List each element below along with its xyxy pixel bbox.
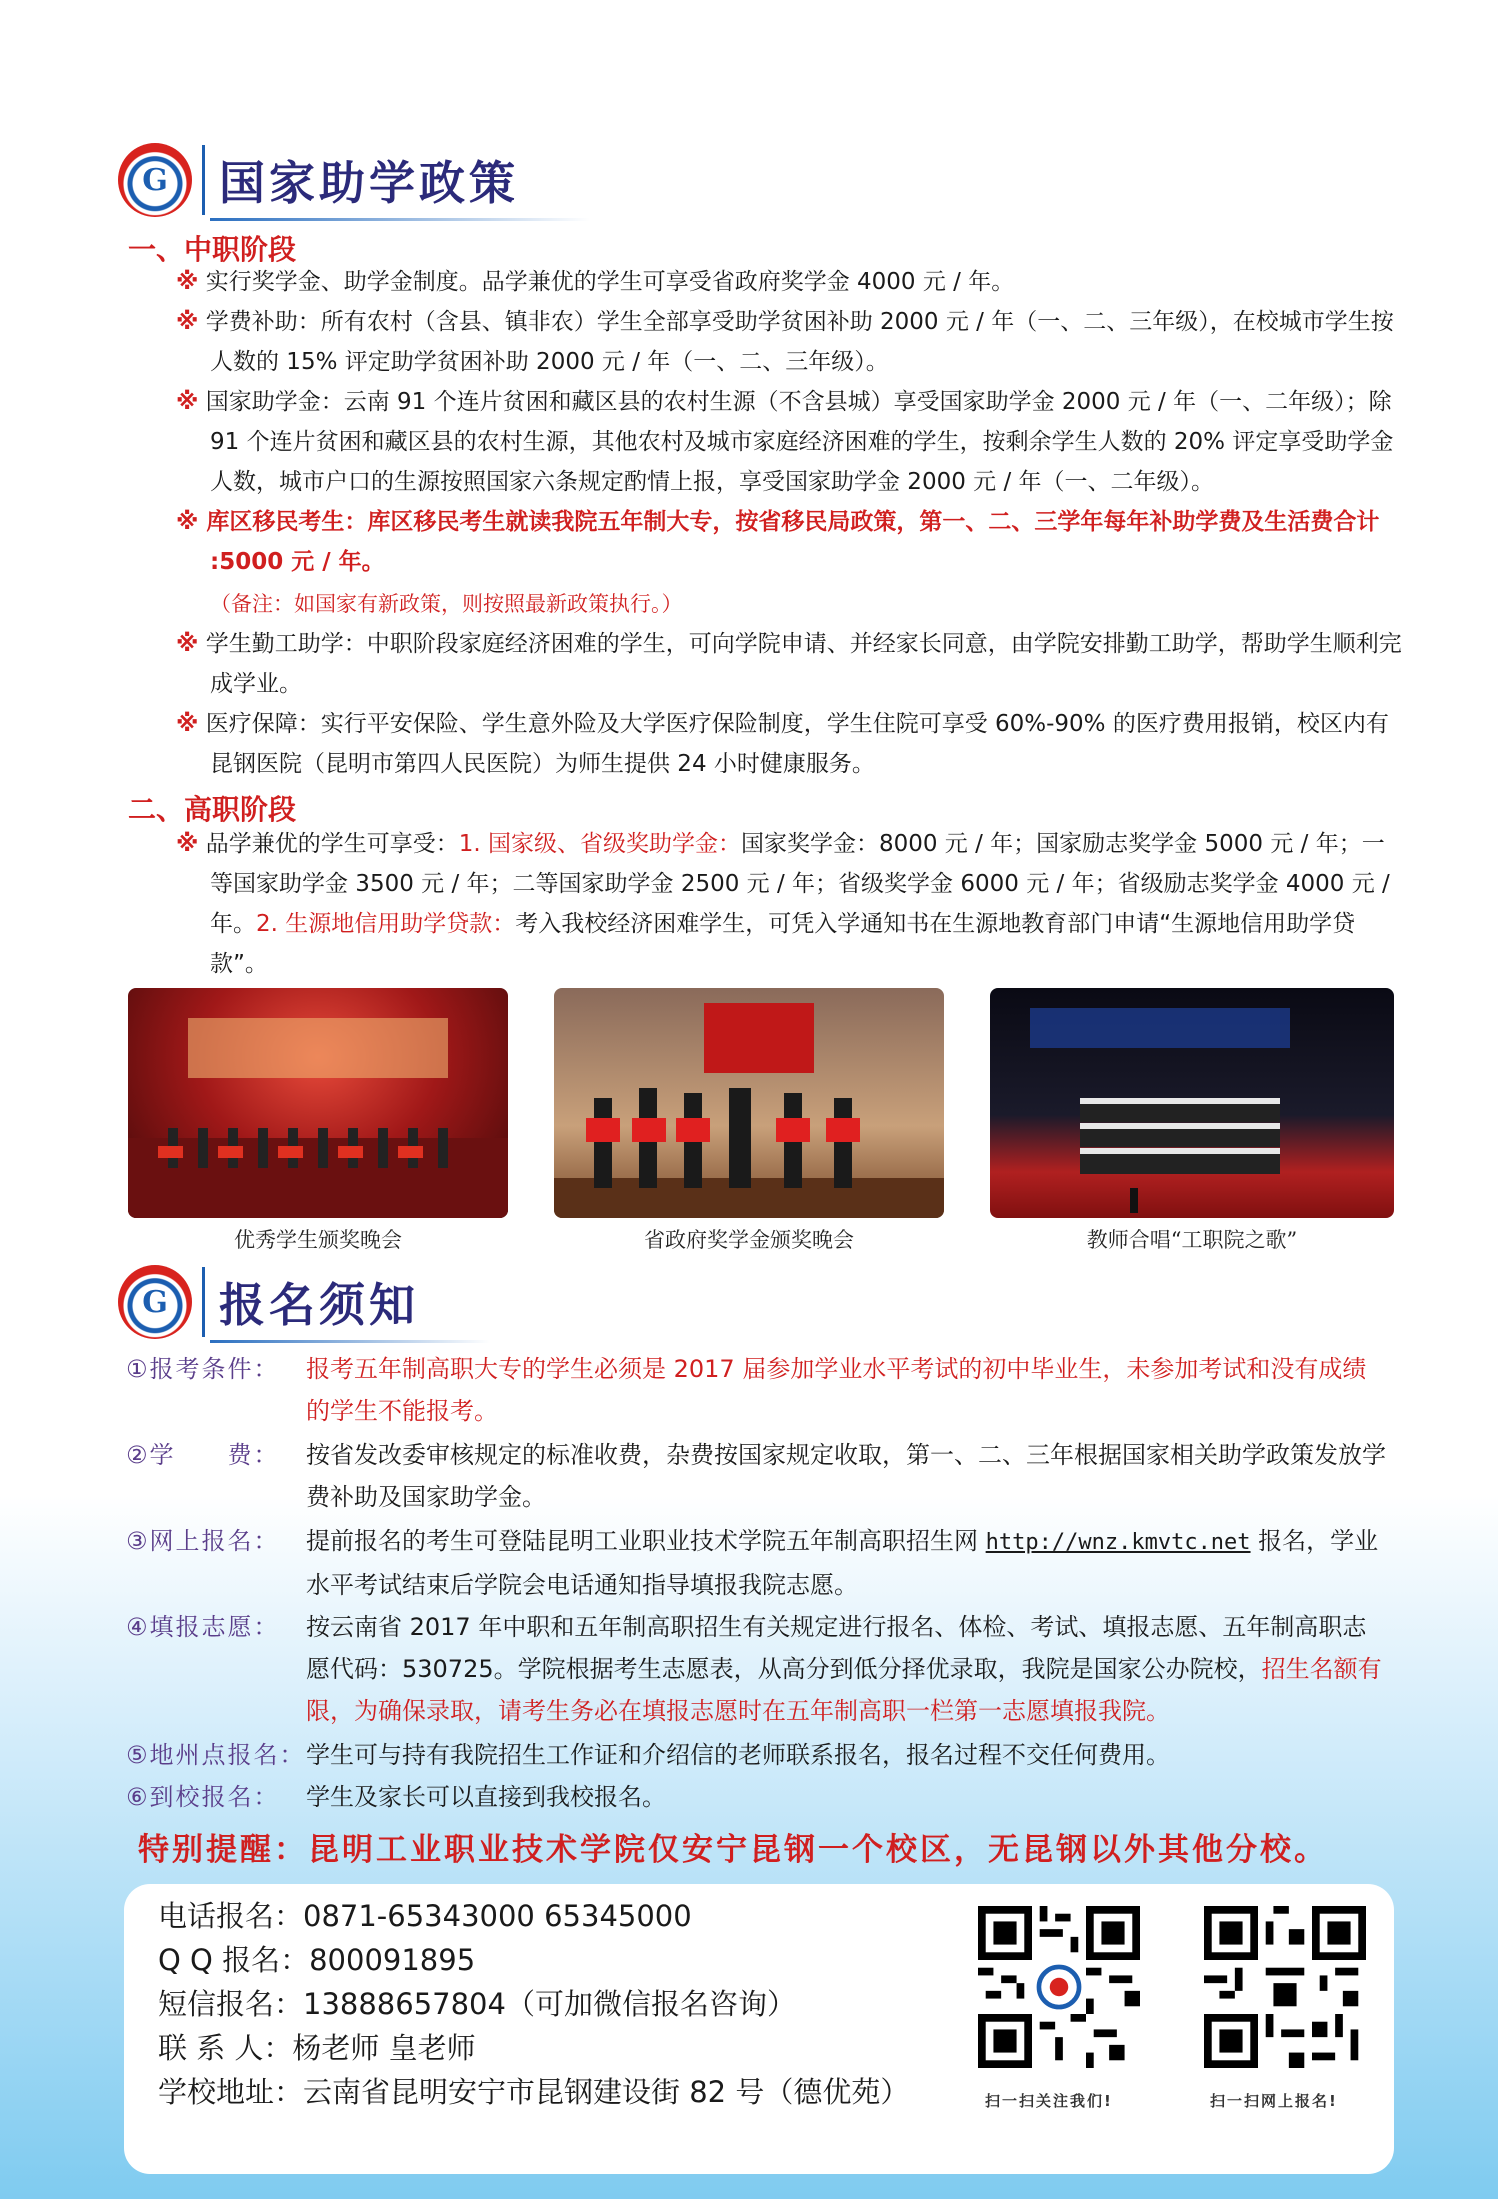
contact-address: 学校地址：云南省昆明安宁市昆钢建设街 82 号（德优苑） [158,2075,910,2109]
higher-heading: 二、高职阶段 [128,793,297,826]
photo-scholarship-gala-caption: 省政府奖学金颁奖晚会 [644,1228,854,1252]
contact-phone: 电话报名：0871-65343000 65345000 [158,1899,692,1933]
reg-local-text: 学生可与持有我院招生工作证和介绍信的老师联系报名，报名过程不交任何费用。 [306,1741,1170,1769]
qr-code-register-icon[interactable] [1204,1906,1366,2068]
vocational-item-4 [176,502,1406,582]
higher-item-1-text-b: 1. 国家级、省级奖助学金： [458,831,741,857]
vocational-heading: 一、中职阶段 [128,233,297,266]
higher-item-1-text-d: 2. 生源地信用助学贷款： [256,911,516,937]
reg-eligibility-text: 报考五年制高职大专的学生必须是 2017 届参加学业水平考试的初中毕业生，未参加考试和没有成绩的学生不能报考。 [306,1355,1367,1425]
reg-eligibility [126,1348,1386,1432]
photo-teacher-choir [990,988,1394,1218]
qr-code-follow-icon[interactable] [978,1906,1140,2068]
reg-onsite-label: ⑥到校报名： [126,1783,280,1811]
bullet-mark: ※ [176,631,199,657]
higher-item-1-text-c: 国家奖学金：8000 元 / 年；国家励志奖学金 5000 元 / 年；一等国家助学金 3500 元 / 年；二等国家助学金 2500 元 / 年；省级奖学金 6000 元 / 年；省级励志奖学金 4000 元 / 年。 [210,831,1390,937]
qr-register-caption: 扫一扫网上报名! [1210,2092,1338,2110]
admission-website-link[interactable]: http://wnz.kmvtc.net [985,1530,1251,1555]
contact-qq: Q Q 报名：800091895 [158,1943,476,1977]
school-logo-icon: G [118,143,192,217]
reg-application-text [306,1606,1386,1732]
vocational-item-2 [176,302,1406,382]
reg-online-text-a: 提前报名的考生可登陆昆明工业职业技术学院五年制高职招生网 [306,1527,986,1555]
special-reminder: 特别提醒：昆明工业职业技术学院仅安宁昆钢一个校区，无昆钢以外其他分校。 [138,1832,1328,1868]
vocational-item-1 [176,262,1406,302]
reg-online-text-b: 报名，学业水平考试结束后学院会电话通知指导填报我院志愿。 [306,1527,1379,1599]
reg-fees [126,1434,1386,1518]
reg-online-text [306,1520,1386,1606]
photo-teacher-choir-art [990,988,1394,1218]
higher-item-1 [176,824,1406,984]
policy-section-title: 国家助学政策 [219,156,519,210]
vocational-item-4-text: 库区移民考生：库区移民考生就读我院五年制大专，按省移民局政策，第一、二、三学年每年补助学费及生活费合计 :5000 元 / 年。 [206,509,1380,575]
registration-section-title: 报名须知 [219,1278,419,1332]
reg-local-label: ⑤地州点报名： [126,1741,306,1769]
reg-fees-label: ②学 费： [126,1441,280,1469]
photo-award-gala-art [128,988,508,1218]
reg-application-text-a: 按云南省 2017 年中职和五年制高职招生有关规定进行报名、体检、考试、填报志愿、五年制高职志愿代码：530725。学院根据考生志愿表，从高分到低分择优录取，我院是国家公办院校， [306,1613,1367,1683]
contact-sms: 短信报名：13888657804（可加微信报名咨询） [158,1987,796,2021]
higher-item-1-text-a: 品学兼优的学生可享受： [205,831,459,857]
header-divider [202,1267,205,1337]
vocational-item-3-text: 国家助学金：云南 91 个连片贫困和藏区县的农村生源（不含县城）享受国家助学金 2000 元 / 年（一、二年级）；除 91 个连片贫困和藏区县的农村生源，其他农村及城市家庭经济困难的学生，按剩余学生人数的 20% 评定享受助学金人数，城市户口的生源按照国家六条规定酌情上报，享受国家助学金 2000 元 / 年（一、二年级）。 [205,389,1394,495]
photo-scholarship-gala [554,988,944,1218]
bullet-mark: ※ [176,509,199,535]
contact-person: 联 系 人：杨老师 皇老师 [158,2031,476,2065]
vocational-note: （备注：如国家有新政策，则按照最新政策执行。） [210,592,683,616]
school-logo-icon: G [118,1265,192,1339]
registration-section-header [118,1262,419,1342]
reg-onsite-text: 学生及家长可以直接到我校报名。 [306,1783,666,1811]
reg-application [126,1606,1386,1732]
vocational-item-5-text: 学生勤工助学：中职阶段家庭经济困难的学生，可向学院申请、并经家长同意，由学院安排勤工助学，帮助学生顺利完成学业。 [205,631,1402,697]
reg-application-label: ④填报志愿： [126,1613,280,1641]
vocational-item-2-text: 学费补助：所有农村（含县、镇非农）学生全部享受助学贫困补助 2000 元 / 年（一、二、三年级），在校城市学生按人数的 15% 评定助学贫困补助 2000 元 / 年（一、二、三年级）。 [205,309,1394,375]
photo-scholarship-gala-art [554,988,944,1218]
reg-online [126,1520,1386,1606]
policy-header-underline [210,218,590,221]
bullet-mark: ※ [176,389,199,415]
bullet-mark: ※ [176,831,199,857]
reg-fees-text: 按省发改委审核规定的标准收费，杂费按国家规定收取，第一、二、三年根据国家相关助学政策发放学费补助及国家助学金。 [306,1441,1386,1511]
vocational-item-6-text: 医疗保障：实行平安保险、学生意外险及大学医疗保险制度，学生住院可享受 60%-90% 的医疗费用报销，校区内有昆钢医院（昆明市第四人民医院）为师生提供 24 小时健康服务。 [205,711,1389,777]
photo-teacher-choir-caption: 教师合唱“工职院之歌” [1086,1228,1298,1252]
bullet-mark: ※ [176,269,199,295]
vocational-item-5 [176,624,1406,704]
policy-section-header [118,140,519,220]
vocational-item-6 [176,704,1406,784]
vocational-item-1-text: 实行奖学金、助学金制度。品学兼优的学生可享受省政府奖学金 4000 元 / 年。 [205,269,1015,295]
bullet-mark: ※ [176,309,199,335]
photo-award-gala-caption: 优秀学生颁奖晚会 [234,1228,402,1252]
vocational-item-3 [176,382,1406,502]
bullet-mark: ※ [176,711,199,737]
reg-online-label: ③网上报名： [126,1527,280,1555]
photo-award-gala [128,988,508,1218]
reg-onsite [126,1776,1386,1818]
reg-eligibility-label: ①报考条件： [126,1355,280,1383]
header-divider [202,145,205,215]
reg-local [126,1734,1386,1776]
higher-item-1-text-e: 考入我校经济困难学生，可凭入学通知书在生源地教育部门申请“生源地信用助学贷款”。 [210,911,1356,977]
qr-follow-caption: 扫一扫关注我们! [985,2092,1113,2110]
reg-application-text-b: 招生名额有限，为确保录取，请考生务必在填报志愿时在五年制高职一栏第一志愿填报我院。 [306,1655,1382,1725]
registration-header-underline [210,1340,490,1343]
